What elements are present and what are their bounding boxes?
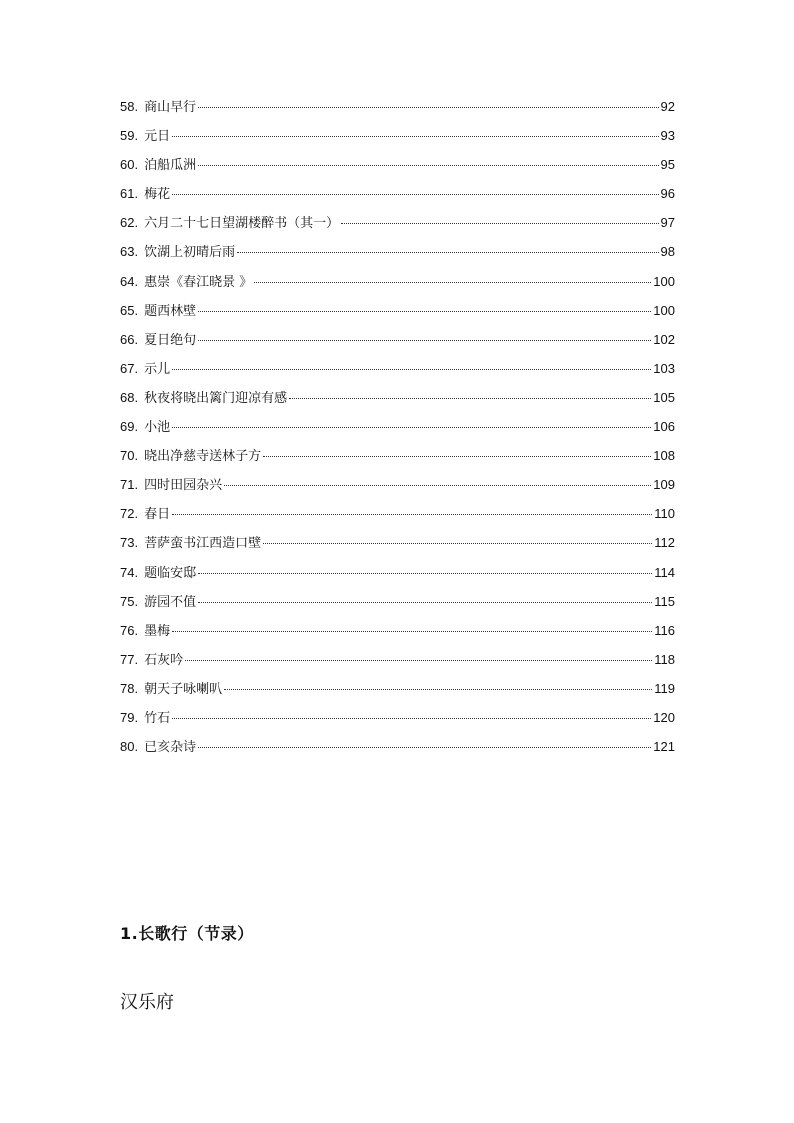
- toc-dot-leader: [224, 485, 651, 486]
- toc-entry[interactable]: [120, 708, 675, 737]
- toc-entry-number: 58.: [120, 99, 139, 114]
- toc-dot-leader: [263, 456, 651, 457]
- toc-dot-leader: [198, 107, 658, 108]
- poem-author: 汉乐府: [120, 992, 174, 1013]
- toc-entry[interactable]: [120, 679, 675, 708]
- toc-entry[interactable]: [120, 621, 675, 650]
- toc-entry-page: 92: [660, 99, 675, 114]
- toc-dot-leader: [254, 282, 651, 283]
- toc-entry[interactable]: [120, 388, 675, 417]
- toc-entry-number: 76.: [120, 622, 139, 638]
- toc-entry-page: 100: [653, 273, 675, 289]
- toc-dot-leader: [198, 340, 651, 341]
- toc-entry[interactable]: [120, 533, 675, 562]
- toc-entry-number: 63.: [120, 244, 139, 260]
- toc-entry-title: 泊船瓜洲: [144, 158, 197, 174]
- toc-entry-number: 68.: [120, 389, 139, 405]
- toc-entry-title: 四时田园杂兴: [144, 478, 223, 494]
- toc-entry-number: 67.: [120, 360, 139, 376]
- toc-dot-leader: [198, 573, 652, 574]
- toc-entry-title: 墨梅: [144, 623, 171, 639]
- toc-entry-title: 游园不值: [144, 594, 197, 610]
- toc-entry-title: 元日: [144, 129, 171, 145]
- toc-entry-page: 119: [654, 680, 675, 696]
- toc-entry[interactable]: [120, 213, 675, 242]
- toc-entry[interactable]: [120, 301, 675, 330]
- toc-entry-page: 98: [660, 244, 675, 260]
- toc-entry[interactable]: [120, 155, 675, 184]
- toc-dot-leader: [224, 689, 652, 690]
- toc-dot-leader: [198, 165, 658, 166]
- toc-entry-title: 夏日绝句: [144, 332, 197, 348]
- table-of-contents: [120, 97, 675, 766]
- toc-entry-page: 112: [654, 535, 675, 551]
- toc-entry-page: 95: [660, 157, 675, 173]
- toc-dot-leader: [185, 660, 652, 661]
- toc-dot-leader: [172, 718, 651, 719]
- toc-dot-leader: [172, 194, 658, 195]
- toc-entry-number: 79.: [120, 709, 139, 725]
- toc-entry-number: 59.: [120, 128, 139, 144]
- toc-entry-number: 61.: [120, 186, 139, 202]
- toc-entry-title: 题临安邸: [144, 565, 197, 581]
- toc-entry-page: 108: [653, 448, 675, 464]
- toc-entry-number: 69.: [120, 419, 139, 435]
- toc-entry-page: 102: [653, 331, 675, 347]
- toc-entry[interactable]: [120, 650, 675, 679]
- toc-entry-title: 六月二十七日望湖楼醉书（其一）: [144, 216, 340, 232]
- toc-entry[interactable]: [120, 184, 675, 213]
- toc-entry-page: 114: [654, 564, 675, 580]
- toc-entry-title: 题西林壁: [144, 303, 197, 319]
- toc-entry-number: 60.: [120, 157, 139, 173]
- toc-dot-leader: [172, 427, 651, 428]
- toc-entry-page: 121: [653, 739, 675, 755]
- toc-entry[interactable]: [120, 97, 675, 126]
- toc-dot-leader: [237, 252, 658, 253]
- toc-entry-page: 103: [653, 360, 675, 376]
- toc-dot-leader: [341, 223, 658, 224]
- toc-entry-number: 62.: [120, 215, 139, 231]
- toc-entry-page: 120: [653, 709, 675, 725]
- toc-dot-leader: [198, 602, 652, 603]
- toc-entry[interactable]: [120, 592, 675, 621]
- toc-dot-leader: [198, 747, 651, 748]
- toc-dot-leader: [172, 514, 652, 515]
- toc-entry-page: 118: [654, 651, 675, 667]
- toc-entry-title: 梅花: [144, 187, 171, 203]
- toc-entry-title: 商山早行: [144, 100, 197, 115]
- toc-entry-number: 66.: [120, 331, 139, 347]
- toc-dot-leader: [198, 311, 651, 312]
- toc-entry-number: 70.: [120, 448, 139, 464]
- toc-entry-number: 65.: [120, 302, 139, 318]
- toc-entry-page: 110: [654, 506, 675, 522]
- toc-entry[interactable]: [120, 242, 675, 271]
- toc-entry-page: 96: [660, 186, 675, 202]
- toc-entry-number: 77.: [120, 651, 139, 667]
- toc-entry-title: 惠崇《春江晓景 》: [144, 274, 253, 290]
- toc-entry-number: 78.: [120, 680, 139, 696]
- toc-entry[interactable]: [120, 417, 675, 446]
- toc-entry-number: 71.: [120, 477, 139, 493]
- toc-entry[interactable]: [120, 504, 675, 533]
- toc-entry-number: 75.: [120, 593, 139, 609]
- toc-entry-page: 105: [653, 389, 675, 405]
- toc-entry[interactable]: [120, 475, 675, 504]
- toc-entry[interactable]: [120, 737, 675, 766]
- toc-entry-page: 116: [654, 622, 675, 638]
- toc-dot-leader: [172, 631, 652, 632]
- toc-entry-page: 106: [653, 419, 675, 435]
- toc-entry-title: 朝天子咏喇叭: [144, 681, 223, 697]
- toc-entry-title: 菩萨蛮书江西造口壁: [144, 536, 262, 552]
- toc-dot-leader: [172, 369, 651, 370]
- toc-entry-number: 64.: [120, 273, 139, 289]
- toc-entry-number: 80.: [120, 739, 139, 755]
- toc-entry[interactable]: [120, 446, 675, 475]
- toc-entry[interactable]: [120, 330, 675, 359]
- toc-entry[interactable]: [120, 126, 675, 155]
- toc-entry-title: 秋夜将晓出篱门迎凉有感: [144, 390, 288, 406]
- toc-entry-page: 93: [660, 128, 675, 144]
- toc-entry[interactable]: [120, 359, 675, 388]
- toc-entry-title: 晓出净慈寺送林子方: [144, 449, 262, 465]
- toc-entry-page: 109: [653, 477, 675, 493]
- toc-entry-number: 74.: [120, 564, 139, 580]
- toc-dot-leader: [172, 136, 658, 137]
- toc-entry-title: 竹石: [144, 710, 171, 726]
- toc-entry-page: 115: [654, 593, 675, 609]
- toc-entry[interactable]: [120, 272, 675, 301]
- toc-entry[interactable]: [120, 563, 675, 592]
- toc-entry-page: 97: [660, 215, 675, 231]
- section-heading: 1.长歌行（节录）: [120, 924, 254, 943]
- toc-dot-leader: [289, 398, 651, 399]
- toc-entry-title: 已亥杂诗: [144, 740, 197, 756]
- toc-entry-title: 春日: [144, 507, 171, 523]
- toc-entry-title: 饮湖上初晴后雨: [144, 245, 236, 261]
- toc-entry-page: 100: [653, 302, 675, 318]
- toc-entry-number: 72.: [120, 506, 139, 522]
- toc-entry-title: 示儿: [144, 361, 171, 377]
- toc-entry-title: 小池: [144, 420, 171, 436]
- toc-entry-title: 石灰吟: [144, 652, 184, 668]
- toc-entry-number: 73.: [120, 535, 139, 551]
- toc-dot-leader: [263, 543, 652, 544]
